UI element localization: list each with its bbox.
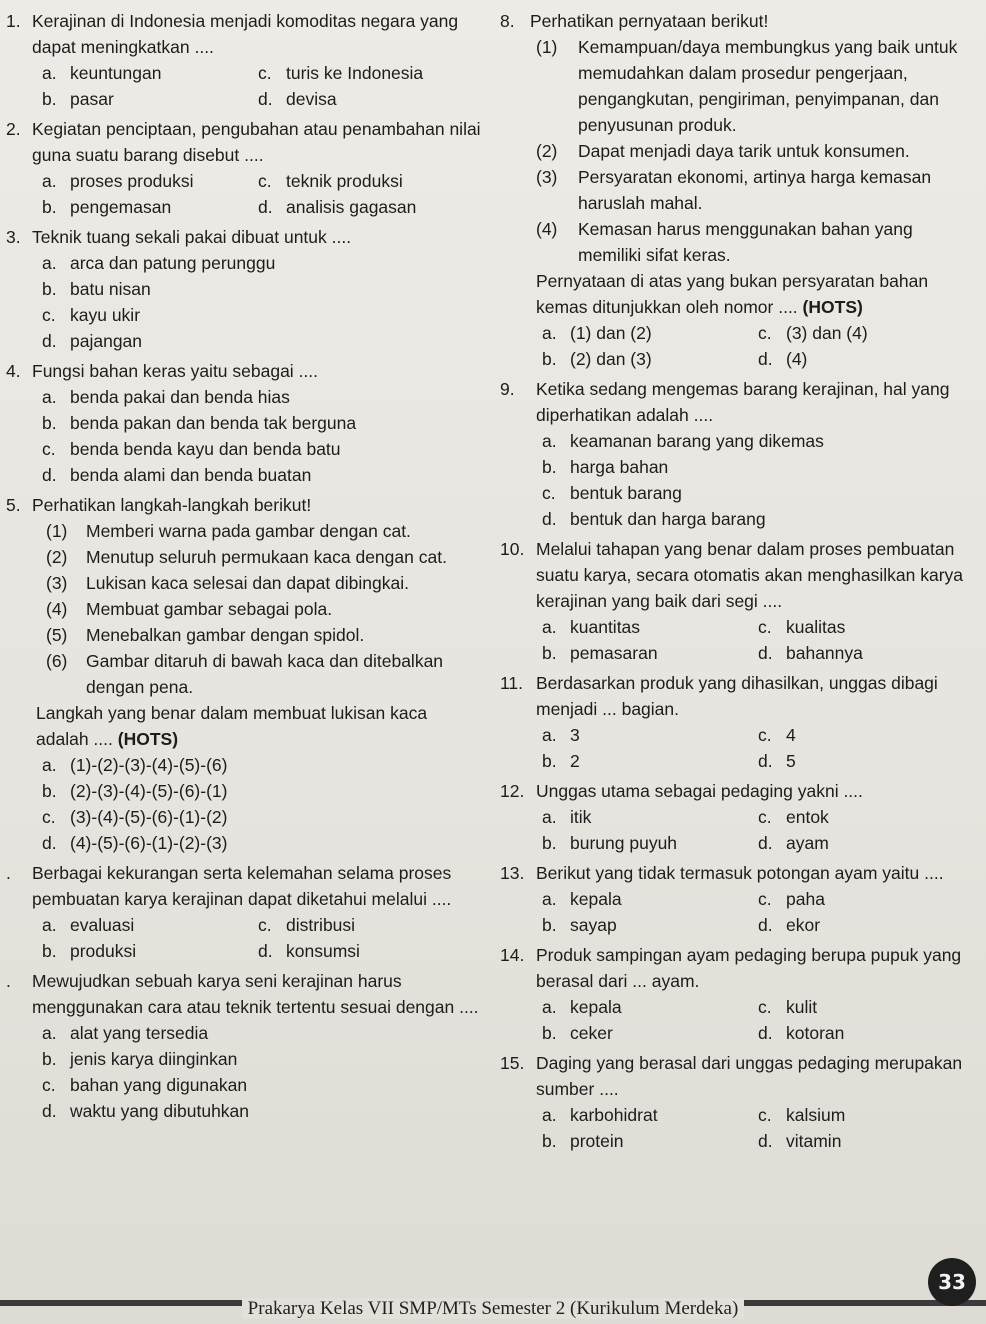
- question-14-options: [500, 994, 980, 1046]
- question-10-options: [500, 614, 980, 666]
- question-1: 1. Kerajinan di Indonesia menjadi komoditas negara yang dapat meningkatkan ....: [6, 11, 459, 57]
- option[interactable]: d. pajangan: [42, 331, 143, 351]
- option[interactable]: b. sayap: [542, 915, 617, 935]
- step: (4) Membuat gambar sebagai pola.: [46, 599, 333, 619]
- option[interactable]: d. ekor: [758, 915, 821, 935]
- option[interactable]: c. kayu ukir: [42, 305, 141, 325]
- question-13: 13. Berikut yang tidak termasuk potongan ayam yaitu ....: [500, 863, 944, 883]
- option[interactable]: c. entok: [758, 807, 829, 827]
- option[interactable]: a. (1)-(2)-(3)-(4)-(5)-(6): [42, 755, 228, 775]
- option[interactable]: d. benda alami dan benda buatan: [42, 465, 312, 485]
- statement: (2) Dapat menjadi daya tarik untuk konsumen.: [536, 141, 910, 161]
- option[interactable]: b. harga bahan: [542, 457, 669, 477]
- option[interactable]: a. kuantitas: [542, 617, 641, 637]
- option[interactable]: c. paha: [758, 889, 825, 909]
- option[interactable]: b. (2)-(3)-(4)-(5)-(6)-(1): [42, 781, 228, 801]
- question-3-options: [6, 250, 484, 354]
- statement: (3) Persyaratan ekonomi, artinya harga kemasan haruslah mahal.: [536, 167, 932, 213]
- question-11-options: [500, 722, 980, 774]
- option[interactable]: d. (4)-(5)-(6)-(1)-(2)-(3): [42, 833, 228, 853]
- option[interactable]: d. bahannya: [758, 643, 863, 663]
- statement: (4) Kemasan harus menggunakan bahan yang memiliki sifat keras.: [536, 219, 913, 265]
- option[interactable]: a. arca dan patung perunggu: [42, 253, 276, 273]
- option[interactable]: a. proses produksi: [42, 171, 194, 191]
- option[interactable]: b. protein: [542, 1131, 624, 1151]
- step: (2) Menutup seluruh permukaan kaca dengan cat.: [46, 547, 447, 567]
- statement: (1) Kemampuan/daya membungkus yang baik untuk memudahkan dalam prosedur pengerjaan, pengangkutan, pengiriman, penyimpanan, dan penyusunan produk.: [536, 37, 958, 135]
- option[interactable]: a. alat yang tersedia: [42, 1023, 209, 1043]
- step: (6) Gambar ditaruh di bawah kaca dan ditebalkan dengan pena.: [46, 651, 444, 697]
- option[interactable]: d. analisis gagasan: [258, 197, 417, 217]
- footer-book-title: Prakarya Kelas VII SMP/MTs Semester 2 (Kurikulum Merdeka): [0, 1298, 986, 1320]
- question-8: 8. Perhatikan pernyataan berikut!: [500, 11, 769, 31]
- option[interactable]: b. batu nisan: [42, 279, 151, 299]
- option[interactable]: b. produksi: [42, 941, 137, 961]
- page-number: 33: [928, 1258, 976, 1306]
- question-12-options: [500, 804, 980, 856]
- right-column: [500, 8, 980, 1154]
- step: (5) Menebalkan gambar dengan spidol.: [46, 625, 365, 645]
- option[interactable]: c. kalsium: [758, 1105, 846, 1125]
- step: (1) Memberi warna pada gambar dengan cat.: [46, 521, 411, 541]
- question-9: 9. Ketika sedang mengemas barang kerajinan, hal yang diperhatikan adalah ....: [500, 379, 950, 425]
- option[interactable]: c. kualitas: [758, 617, 846, 637]
- question-7: . Mewujudkan sebuah karya seni kerajinan harus menggunakan cara atau teknik tertentu sesuai dengan ....: [6, 971, 479, 1017]
- option[interactable]: b. 2: [542, 751, 580, 771]
- option[interactable]: a. keamanan barang yang dikemas: [542, 431, 824, 451]
- question-5-prompt: Langkah yang benar dalam membuat lukisan kaca adalah .... (HOTS): [36, 703, 428, 749]
- option[interactable]: a. itik: [542, 807, 592, 827]
- question-6: . Berbagai kekurangan serta kelemahan selama proses pembuatan karya kerajinan dapat diketahui melalui ....: [6, 863, 452, 909]
- question-8-prompt: Pernyataan di atas yang bukan persyaratan bahan kemas ditunjukkan oleh nomor .... (HOTS): [536, 271, 929, 317]
- option[interactable]: a. 3: [542, 725, 580, 745]
- option[interactable]: b. pengemasan: [42, 197, 172, 217]
- option[interactable]: c. bentuk barang: [542, 483, 682, 503]
- option[interactable]: c. distribusi: [258, 915, 356, 935]
- question-8-statements: [500, 34, 980, 320]
- question-5-options: [6, 752, 484, 856]
- question-2-options: [6, 168, 484, 220]
- option[interactable]: d. 5: [758, 751, 796, 771]
- option[interactable]: c. teknik produksi: [258, 171, 403, 191]
- option[interactable]: c. bahan yang digunakan: [42, 1075, 248, 1095]
- option[interactable]: d. vitamin: [758, 1131, 842, 1151]
- option[interactable]: c. (3) dan (4): [758, 323, 868, 343]
- option[interactable]: b. jenis karya diinginkan: [42, 1049, 238, 1069]
- option[interactable]: b. pasar: [42, 89, 114, 109]
- option[interactable]: a. benda pakai dan benda hias: [42, 387, 290, 407]
- option[interactable]: c. 4: [758, 725, 796, 745]
- option[interactable]: d. kotoran: [758, 1023, 845, 1043]
- question-13-options: [500, 886, 980, 938]
- question-2: 2. Kegiatan penciptaan, pengubahan atau penambahan nilai guna suatu barang disebut ....: [6, 119, 481, 165]
- option[interactable]: a. karbohidrat: [542, 1105, 658, 1125]
- question-11: 11. Berdasarkan produk yang dihasilkan, unggas dibagi menjadi ... bagian.: [500, 673, 938, 719]
- question-8-options: [500, 320, 980, 372]
- option[interactable]: d. waktu yang dibutuhkan: [42, 1101, 250, 1121]
- option[interactable]: b. benda pakan dan benda tak berguna: [42, 413, 357, 433]
- step: (3) Lukisan kaca selesai dan dapat dibingkai.: [46, 573, 409, 593]
- question-14: 14. Produk sampingan ayam pedaging berupa pupuk yang berasal dari ... ayam.: [500, 945, 962, 991]
- option[interactable]: b. (2) dan (3): [542, 349, 652, 369]
- question-5: 5. Perhatikan langkah-langkah berikut!: [6, 495, 312, 515]
- option[interactable]: a. evaluasi: [42, 915, 135, 935]
- option[interactable]: a. kepala: [542, 889, 622, 909]
- option[interactable]: d. (4): [758, 349, 808, 369]
- question-3: 3. Teknik tuang sekali pakai dibuat untuk ....: [6, 227, 352, 247]
- question-9-options: [500, 428, 980, 532]
- option[interactable]: c. turis ke Indonesia: [258, 63, 424, 83]
- question-15-options: [500, 1102, 980, 1154]
- option[interactable]: c. kulit: [758, 997, 818, 1017]
- option[interactable]: d. devisa: [258, 89, 337, 109]
- question-5-steps: [6, 518, 484, 700]
- question-7-options: [6, 1020, 484, 1124]
- question-15: 15. Daging yang berasal dari unggas pedaging merupakan sumber ....: [500, 1053, 963, 1099]
- option[interactable]: b. ceker: [542, 1023, 613, 1043]
- option[interactable]: c. (3)-(4)-(5)-(6)-(1)-(2): [42, 807, 228, 827]
- option[interactable]: d. ayam: [758, 833, 829, 853]
- left-column: [6, 8, 484, 1124]
- option[interactable]: a. keuntungan: [42, 63, 162, 83]
- option[interactable]: d. konsumsi: [258, 941, 360, 961]
- option[interactable]: b. burung puyuh: [542, 833, 678, 853]
- question-4-options: [6, 384, 484, 488]
- option[interactable]: a. (1) dan (2): [542, 323, 652, 343]
- option[interactable]: c. benda benda kayu dan benda batu: [42, 439, 341, 459]
- question-6-options: [6, 912, 484, 964]
- question-10: 10. Melalui tahapan yang benar dalam proses pembuatan suatu karya, secara otomatis akan menghasilkan karya kerajinan yang baik dari segi ....: [500, 539, 964, 611]
- question-4: 4. Fungsi bahan keras yaitu sebagai ....: [6, 361, 319, 381]
- option[interactable]: d. bentuk dan harga barang: [542, 509, 766, 529]
- option[interactable]: a. kepala: [542, 997, 622, 1017]
- question-12: 12. Unggas utama sebagai pedaging yakni ....: [500, 781, 863, 801]
- question-1-options: [6, 60, 484, 112]
- option[interactable]: b. pemasaran: [542, 643, 658, 663]
